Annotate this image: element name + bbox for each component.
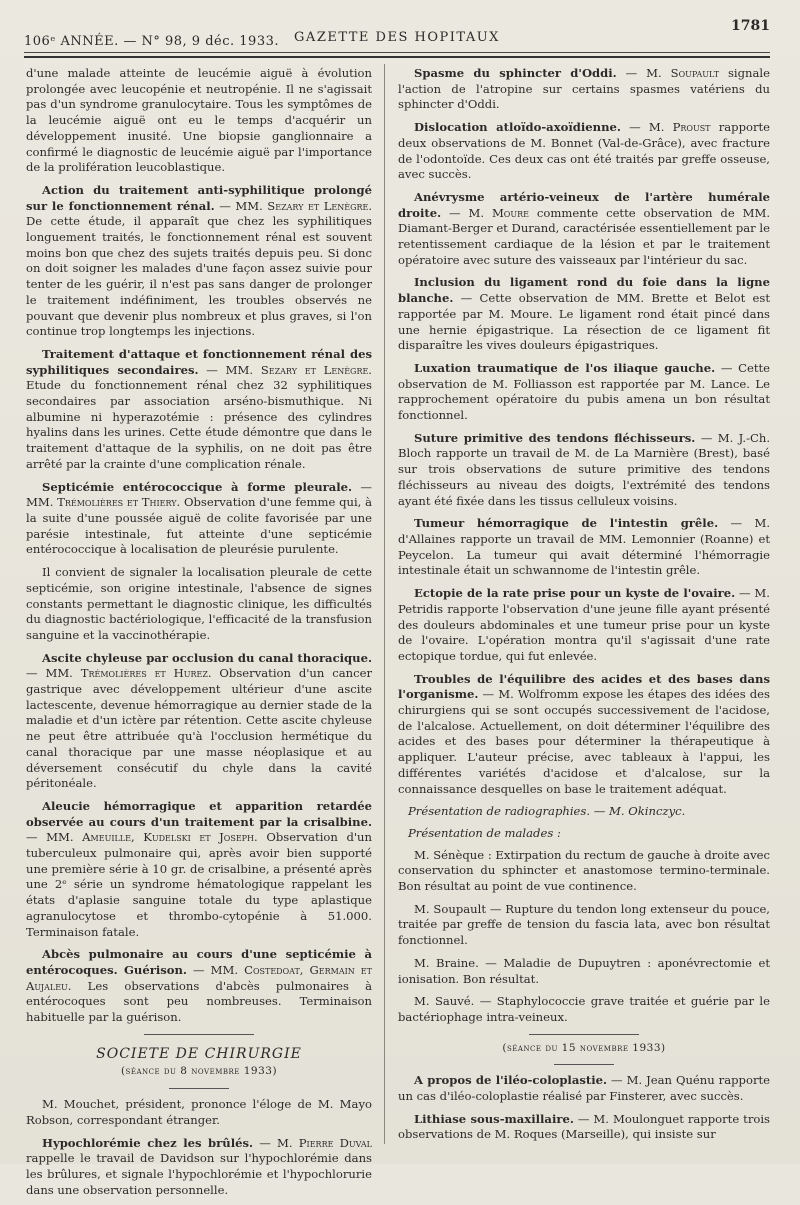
article bbox=[398, 120, 770, 183]
article bbox=[398, 516, 770, 579]
section-title: SOCIETE DE CHIRURGIE bbox=[96, 1045, 302, 1062]
article-body: Observation d'un tuberculeux pulmonaire qui, après avoir bien supporté une première série à 10 gr. de crisalbine, a présenté après une 2ᵉ série un syndrome hématologique rappelant les états d'aplasie sanguine totale du type aplastique agranulocytose et thrombo-cytopénie à 51.000. Terminaison fatale. bbox=[26, 830, 372, 939]
article-title: Hypochlorémie chez les brûlés. bbox=[42, 1135, 254, 1150]
article-title: Ascite chyleuse par occlusion du canal thoracique. bbox=[42, 650, 372, 665]
article bbox=[26, 347, 372, 473]
article-body: Etude du fonctionnement rénal chez 32 syphilitiques secondaires par association arséno-bismuthique. Ni albumine ni hyperazotémie : présence des cylindres hyalins dans les urines. Cette étude démontre que dans le traitement d'attaque de la syphilis, on ne doit pas être arrêté par la crainte d'une complication rénale. bbox=[26, 378, 372, 471]
page-number: 1781 bbox=[731, 18, 770, 34]
header-rule-thick bbox=[24, 56, 770, 58]
article bbox=[398, 672, 770, 798]
article-title: Inclusion du ligament rond du foie dans la ligne blanche. bbox=[398, 275, 770, 306]
article-body: Les observations d'abcès pulmonaires à entérocoques sont peu nombreuses. Terminaison habituelle par la guérison. bbox=[26, 978, 373, 1025]
publication-title: GAZETTE DES HOPITAUX bbox=[294, 30, 500, 45]
article-title: Action du traitement anti-syphilitique prolongé sur le fonctionnement rénal. bbox=[26, 182, 372, 213]
article-body: — M. J.-Ch. Bloch rapporte un travail de M. de La Marnière (Brest), basé sur trois observations de suture primitive des tendons fléchisseurs au niveau des doigts, l'extrémité des tendons ayant été fixée dans les tissus celluleux voisins. bbox=[398, 430, 771, 508]
patient-case: M. Sauvé. — Staphylococcie grave traitée et guérie par le bactériophage intra-veineux. bbox=[398, 994, 770, 1024]
article-body: — M. Wolfromm expose les étapes des idées des chirurgiens qui se sont occupés successivement de l'acidose, de l'alcalose. Actuellement, on doit déterminer l'équilibre des acides et des bases pour déterminer la thérapeutique à appliquer. L'auteur précise, avec tableaux à l'appui, les différentes variétés d'acidose et d'alcalose, sur la connaissance desquelles on base le traitement adéquat. bbox=[398, 687, 770, 796]
article-authors: — MM. Trémolières et Hurez. bbox=[26, 666, 212, 681]
article bbox=[26, 799, 372, 940]
article-title: Spasme du sphincter d'Oddi. bbox=[414, 66, 617, 80]
article-title: Suture primitive des tendons fléchisseurs. bbox=[414, 430, 696, 445]
article-authors: — M. Pierre Duval bbox=[259, 1135, 372, 1150]
article-body: — M. Moulonguet rapporte trois observations de M. Roques (Marseille), qui insiste sur bbox=[398, 1111, 770, 1142]
article-body: Observation d'un cancer gastrique avec développement ultérieur d'une ascite lactescente, devenue hémorragique au dernier stade de la maladie et d'un ictère par rétention. Cette ascite chyleuse ne peut être attribuée qu'à l'occlusion hermétique du canal thoracique par une masse néoplasique et au déversement consécutif du chyle dans la cavité péritonéale. bbox=[26, 666, 372, 791]
session-date: (séance du 8 novembre 1933) bbox=[120, 1065, 278, 1078]
article bbox=[26, 947, 372, 1026]
article-authors: — MM. Trémolières et Thiery. bbox=[26, 479, 372, 510]
article-title: Septicémie entérococcique à forme pleurale. bbox=[42, 479, 353, 494]
paragraph: M. Mouchet, président, prononce l'éloge de M. Mayo Robson, correspondant étranger. bbox=[26, 1097, 372, 1127]
patient-case: M. Braine. — Maladie de Dupuytren : aponévrectomie et ionisation. Bon résultat. bbox=[398, 955, 770, 986]
article-body: commente cette observation de MM. Diamant-Berger et Durand, caractérisée essentiellement par le retentissement cardiaque de la lésion et par le traitement opératoire avec suture des vaisseaux par l'intérieur du sac. bbox=[398, 205, 771, 267]
article-title: Dislocation atloïdo-axoïdienne. bbox=[414, 120, 621, 135]
article bbox=[26, 480, 372, 559]
article-body: rapporte deux observations de M. Bonnet (Val-de-Grâce), avec fracture de l'odontoïde. Ces deux cas ont été traités par greffe osseuse, avec succès. bbox=[398, 120, 771, 182]
article-title: Anévrysme artério-veineux de l'artère humérale droite. bbox=[398, 189, 770, 220]
article-title: Aleucie hémorragique et apparition retardée observée au cours d'un traitement par la crisalbine. bbox=[26, 798, 372, 829]
article-title: Abcès pulmonaire au cours d'une septicémie à entérocoques. Guérison. bbox=[26, 947, 372, 977]
malades-heading: Présentation de malades : bbox=[408, 825, 561, 840]
article bbox=[398, 1112, 770, 1143]
right-column bbox=[398, 66, 770, 1150]
article bbox=[26, 651, 372, 792]
article bbox=[398, 1073, 770, 1104]
article bbox=[398, 586, 770, 665]
paragraph: d'une malade atteinte de leucémie aiguë à évolution prolongée avec leucopénie et neutropénie. Il ne s'agissait pas d'un syndrome granulocytaire. Tous les symptômes de la leucémie aiguë ont eu le temps d'acquérir un développement inusité. Une biopsie ganglionnaire a confirmé le diagnostic de leucémie aiguë par l'importance de la prolifération leucoblastique. bbox=[26, 66, 372, 175]
article-body: — Cette observation de MM. Brette et Belot est rapportée par M. Moure. Le ligament rond était pincé dans une hernie épigastrique. La résection de ce ligament fit disparaître les vives douleurs épigastriques. bbox=[398, 291, 770, 353]
article bbox=[26, 1136, 372, 1199]
header-rule bbox=[24, 52, 770, 53]
article-authors: — M. Soupault bbox=[625, 66, 720, 80]
article-title: Luxation traumatique de l'os iliaque gauche. bbox=[414, 360, 716, 375]
article-body: signale l'action de l'atropine sur certains spasmes vatériens du sphincter d'Oddi. bbox=[398, 66, 770, 112]
article-title: Ectopie de la rate prise pour un kyste de l'ovaire. bbox=[414, 586, 736, 601]
article-body: Observation d'une femme qui, à la suite d'une poussée aiguë de colite favorisée par une parésie intestinale, fut atteinte d'une septicémie entérococcique à localisation de pleurésie purulente. bbox=[26, 495, 373, 557]
article-title: A propos de l'iléo-coloplastie. bbox=[414, 1073, 608, 1088]
article bbox=[398, 190, 770, 269]
section-rule bbox=[529, 1034, 639, 1035]
article-body: — M. Petridis rapporte l'observation d'une jeune fille ayant présenté des douleurs abdominales et une tumeur prise pour un kyste de l'ovaire. L'opération montra qu'il s'agissait d'une rate ectopique tordue, qui fut enlevée. bbox=[398, 586, 770, 663]
article-authors: — MM. Sezary et Lenègre. bbox=[206, 362, 372, 377]
article-title: Troubles de l'équilibre des acides et des bases dans l'organisme. bbox=[398, 671, 770, 702]
patient-case: M. Soupault — Rupture du tendon long extenseur du pouce, traitée par greffe de tension du fascia lata, avec bon résultat fonctionnel. bbox=[398, 901, 770, 948]
article-body: — Cette observation de M. Folliasson est rapportée par M. Lance. Le rapprochement opératoire du pubis amena un bon résultat fonctionnel. bbox=[398, 360, 770, 423]
session-date: (séance du 15 novembre 1933) bbox=[502, 1041, 666, 1054]
radiographies-presentation: Présentation de radiographies. — M. Okinczyc. bbox=[408, 804, 686, 819]
article-title: Lithiase sous-maxillaire. bbox=[414, 1111, 574, 1126]
section-rule-small bbox=[554, 1064, 614, 1065]
left-column bbox=[26, 66, 372, 1205]
article-title: Traitement d'attaque et fonctionnement rénal des syphilitiques secondaires. bbox=[26, 346, 372, 377]
article bbox=[398, 275, 770, 354]
article-body: De cette étude, il apparaît que chez les syphilitiques longuement traités, le fonctionnement rénal est souvent moins bon que chez des sujets traités depuis peu. Si donc on doit soigner les malades d'une façon assez suivie pour tenter de les guérir, il n'est pas sans danger de prolonger le traitement indéfiniment, les troubles observés ne pouvant que devenir plus nombreux et plus graves, si l'on continue trop longtemps les injections. bbox=[26, 214, 372, 339]
paragraph: Il convient de signaler la localisation pleurale de cette septicémie, son origine intestinale, l'absence de signes constants permettant le diagnostic clinique, les difficultés du diagnostic bactériologique, l'efficacité de la transfusion sanguine et la vaccinothérapie. bbox=[26, 565, 372, 642]
issue-info: 106ᵉ ANNÉE. — N° 98, 9 déc. 1933. bbox=[24, 34, 279, 49]
article bbox=[398, 431, 770, 510]
article bbox=[26, 183, 372, 340]
article-authors: — M. Moure bbox=[449, 205, 529, 220]
article-authors: — MM. Costedoat, Germain et Aujaleu. bbox=[26, 962, 372, 993]
article-authors: — M. Proust bbox=[629, 120, 711, 135]
article bbox=[398, 361, 770, 424]
article bbox=[398, 66, 770, 113]
section-rule-small bbox=[169, 1088, 229, 1089]
article-authors: — MM. Sezary et Lenègre. bbox=[219, 198, 373, 213]
section-rule bbox=[144, 1034, 254, 1035]
article-body: — M. Jean Quénu rapporte un cas d'iléo-coloplastie réalisé par Finsterer, avec succès. bbox=[398, 1073, 771, 1104]
article-body: — M. d'Allaines rapporte un travail de MM. Lemonnier (Roanne) et Peycelon. La tumeur qui avait déterminé l'hémorragie intestinale était un schwannome de l'intestin grêle. bbox=[398, 516, 771, 578]
article-authors: — MM. Ameuille, Kudelski et Joseph. bbox=[26, 830, 258, 845]
patient-case: M. Sénèque : Extirpation du rectum de gauche à droite avec conservation du sphincter et anastomose termino-terminale. Bon résultat au point de vue continence. bbox=[398, 847, 770, 894]
column-divider bbox=[384, 64, 385, 1144]
article-title: Tumeur hémorragique de l'intestin grêle. bbox=[414, 516, 719, 531]
article-body: rappelle le travail de Davidson sur l'hypochlorémie dans les brûlures, et signale l'hypochlorémie et l'hypochlorurie dans une observation personnelle. bbox=[26, 1151, 372, 1197]
